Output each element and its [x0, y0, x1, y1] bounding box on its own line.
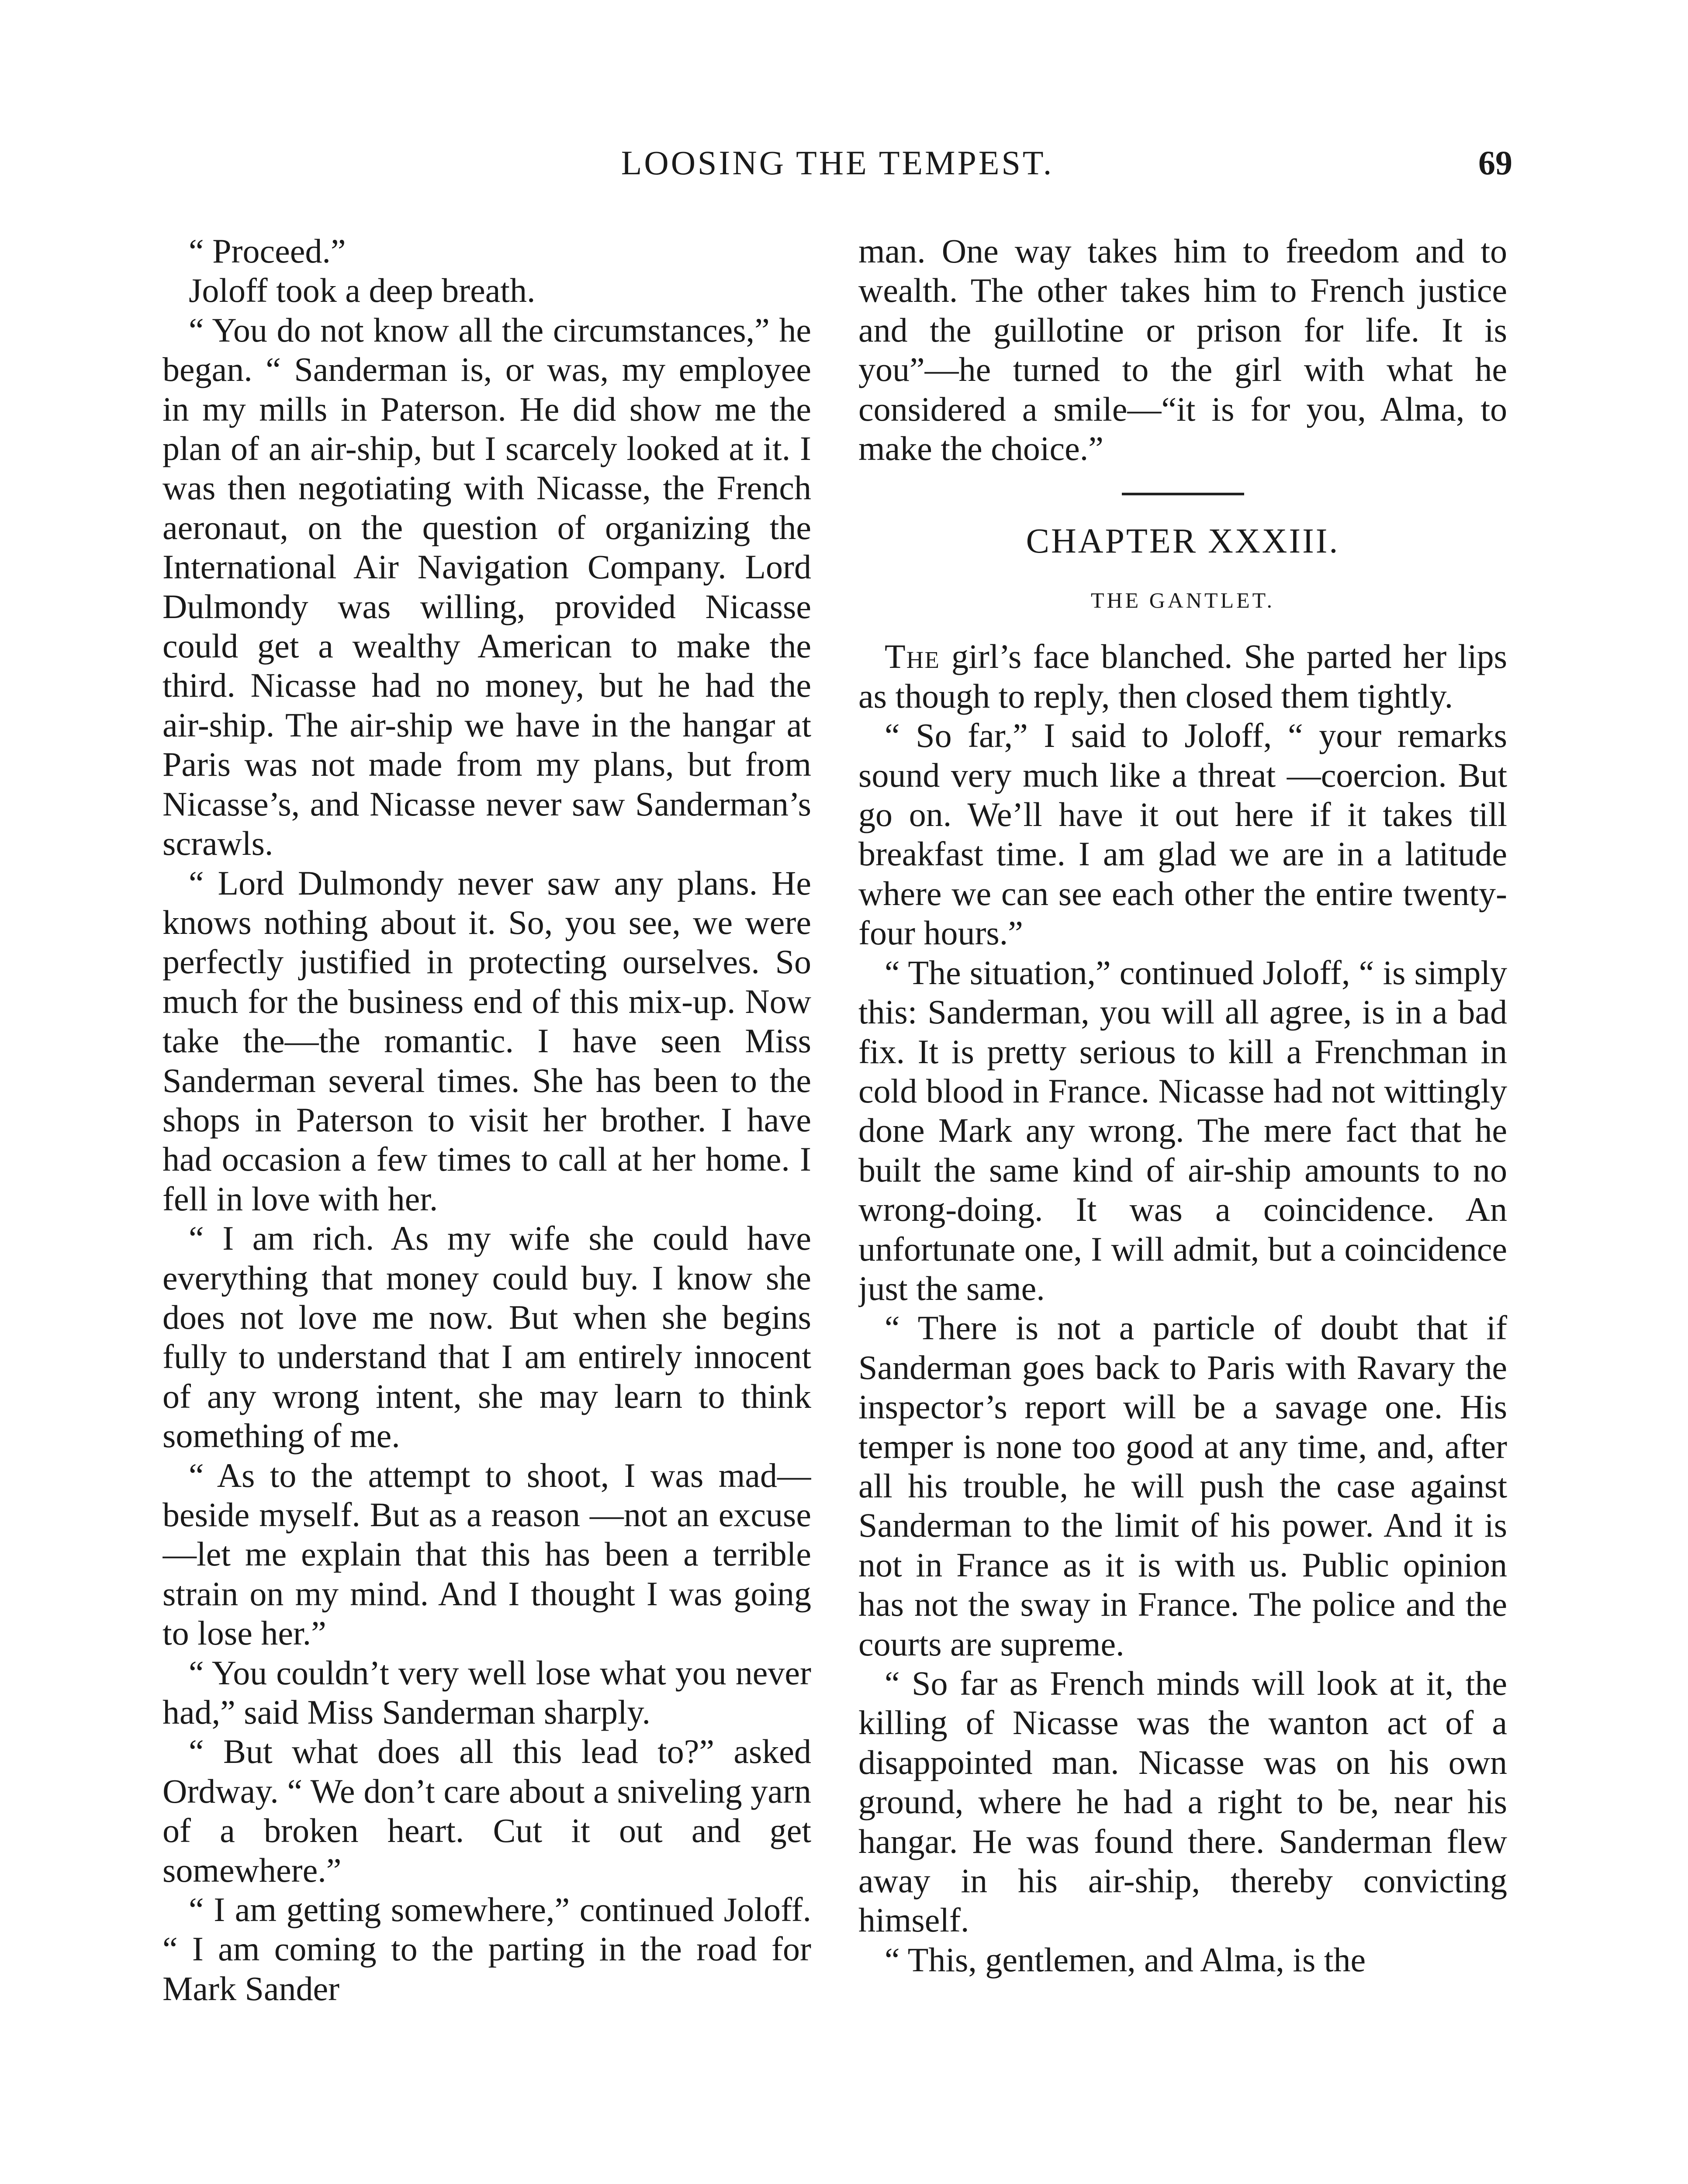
opening-text: girl’s face blanched. She parted her lips as though to reply, then closed them tightly.: [858, 637, 1507, 715]
paragraph: “ I am getting somewhere,” continued Joloff. “ I am coming to the parting in the road for Mark Sander: [163, 1890, 811, 2008]
page-number: 69: [1478, 144, 1512, 182]
paragraph: “ Proceed.”: [189, 232, 346, 270]
paragraph: “ You couldn’t very well lose what you never had,” said Miss Sanderman sharply.: [163, 1653, 811, 1731]
lead-word: The: [885, 637, 940, 676]
paragraph: “ There is not a particle of doubt that if Sanderman goes back to Paris with Ravary the inspector’s report will be a savage one. His temper is none too good at any time, and, after all his trouble, he will push the case against Sanderman to the limit of his power. And it is not in France as it is with us. Public opinion has not the sway in France. The police and the courts are supreme.: [858, 1309, 1507, 1663]
paragraph: “ So far as French minds will look at it, the killing of Nicasse was the wanton act of a disappointed man. Nicasse was on his own ground, where he had a right to be, near his hangar. He was found there. Sanderman flew away in his air-ship, thereby convicting himself.: [858, 1664, 1507, 1939]
chapter-subtitle: THE GANTLET.: [1091, 588, 1275, 613]
paragraph: “ The situation,” continued Joloff, “ is simply this: Sanderman, you will all agree, is in a bad fix. It is pretty serious to kill a Frenchman in cold blood in France. Nicasse had not wittingly done Mark any wrong. The mere fact that he built the same kind of air-ship amounts to no wrong-doing. It was a coincidence. An unfortunate one, I will admit, but a coincidence just the same.: [858, 953, 1507, 1307]
running-title: LOOSING THE TEMPEST.: [621, 144, 1054, 182]
paragraph: “ This, gentlemen, and Alma, is the: [885, 1940, 1366, 1979]
section-divider: [1122, 493, 1244, 495]
left-column: [163, 232, 811, 2184]
paragraph: Joloff took a deep breath.: [189, 271, 536, 310]
paragraph: “ I am rich. As my wife she could have everything that money could buy. I know she does not love me now. But when she begins fully to understand that I am entirely innocent of any wrong intent, she may learn to think something of me.: [163, 1219, 811, 1455]
paragraph: “ But what does all this lead to?” asked Ordway. “ We don’t care about a sniveling yarn of a broken heart. Cut it out and get somewhere.”: [163, 1732, 811, 1889]
running-head: [163, 139, 1512, 187]
paragraph: “ As to the attempt to shoot, I was mad—beside myself. But as a reason —not an excuse—let me explain that this has been a terrible strain on my mind. And I thought I was going to lose her.”: [163, 1456, 811, 1652]
chapter-heading: CHAPTER XXXIII.: [1026, 522, 1340, 561]
right-column: [858, 232, 1507, 2184]
paragraph: “ So far,” I said to Joloff, “ your remarks sound very much like a threat —coercion. But go on. We’ll have it out here if it takes till breakfast time. I am glad we are in a latitude where we can see each other the entire twenty-four hours.”: [858, 716, 1507, 952]
paragraph: “ Lord Dulmondy never saw any plans. He knows nothing about it. So, you see, we were perfectly justified in protecting ourselves. So much for the business end of this mix-up. Now take the—the romantic. I have seen Miss Sanderman several times. She has been to the shops in Paterson to visit her brother. I have had occasion a few times to call at her home. I fell in love with her.: [163, 864, 811, 1218]
paragraph: “ You do not know all the circumstances,” he began. “ Sanderman is, or was, my employee in my mills in Paterson. He did show me the plan of an air-ship, but I scarcely looked at it. I was then negotiating with Nicasse, the French aeronaut, on the question of organizing the International Air Navigation Company. Lord Dulmondy was willing, provided Nicasse could get a wealthy American to make the third. Nicasse had no money, but he had the air-ship. The air-ship we have in the hangar at Paris was not made from my plans, but from Nicasse’s, and Nicasse never saw Sanderman’s scrawls.: [163, 311, 811, 863]
chapter-opening-paragraph: [858, 637, 1507, 716]
paragraph-continuation: man. One way takes him to freedom and to wealth. The other takes him to French justice and the guillotine or prison for life. It is you”—he turned to the girl with what he considered a smile—“it is for you, Alma, to make the choice.”: [858, 232, 1507, 468]
